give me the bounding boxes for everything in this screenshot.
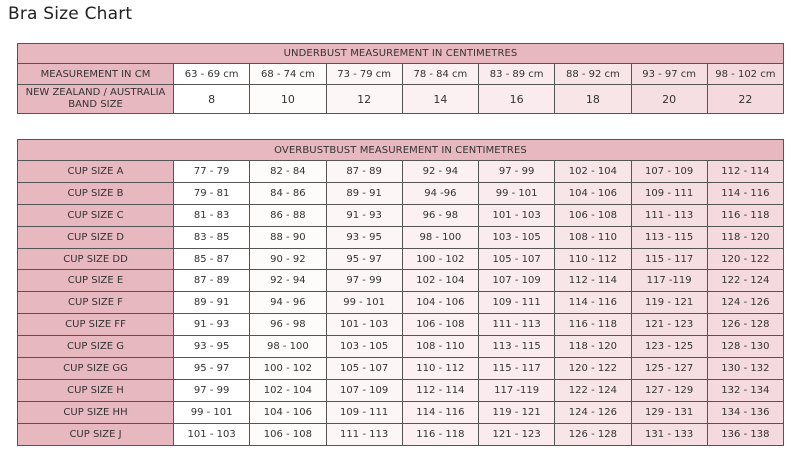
- band-size-row: [18, 85, 784, 114]
- overbust-cell: 106 - 108: [555, 204, 631, 226]
- overbust-cell: 120 - 122: [555, 358, 631, 380]
- overbust-cell: 100 - 102: [250, 358, 326, 380]
- cup-size-label: CUP SIZE C: [18, 204, 174, 226]
- measurement-cell: 98 - 102 cm: [707, 64, 783, 85]
- overbust-cell: 106 - 108: [402, 314, 478, 336]
- overbust-cell: 104 - 106: [555, 182, 631, 204]
- overbust-cell: 130 - 132: [707, 358, 783, 380]
- overbust-cell: 112 - 114: [555, 270, 631, 292]
- overbust-cell: 91 - 93: [326, 204, 402, 226]
- overbust-cell: 129 - 131: [631, 401, 707, 423]
- overbust-cell: 126 - 128: [707, 314, 783, 336]
- overbust-cell: 82 - 84: [250, 161, 326, 183]
- overbust-cell: 109 - 111: [326, 401, 402, 423]
- overbust-cell: 103 - 105: [326, 336, 402, 358]
- cup-size-row: [18, 423, 784, 445]
- overbust-cell: 118 - 120: [707, 226, 783, 248]
- overbust-cell: 105 - 107: [479, 248, 555, 270]
- overbust-cell: 114 - 116: [707, 182, 783, 204]
- band-size-cell: 14: [402, 85, 478, 114]
- cup-size-row: [18, 336, 784, 358]
- overbust-cell: 92 - 94: [402, 161, 478, 183]
- overbust-cell: 111 - 113: [631, 204, 707, 226]
- overbust-cell: 103 - 105: [479, 226, 555, 248]
- cup-size-row: [18, 314, 784, 336]
- cup-size-label: CUP SIZE J: [18, 423, 174, 445]
- overbust-cell: 93 - 95: [174, 336, 250, 358]
- overbust-cell: 113 - 115: [479, 336, 555, 358]
- band-size-cell: 12: [326, 85, 402, 114]
- overbust-cell: 116 - 118: [707, 204, 783, 226]
- cup-size-label: CUP SIZE B: [18, 182, 174, 204]
- overbust-cell: 121 - 123: [631, 314, 707, 336]
- overbust-cell: 108 - 110: [402, 336, 478, 358]
- overbust-cell: 84 - 86: [250, 182, 326, 204]
- overbust-cell: 121 - 123: [479, 423, 555, 445]
- band-size-cell: 22: [707, 85, 783, 114]
- cup-size-label: CUP SIZE DD: [18, 248, 174, 270]
- band-size-cell: 16: [479, 85, 555, 114]
- overbust-cell: 116 - 118: [555, 314, 631, 336]
- overbust-cell: 101 - 103: [479, 204, 555, 226]
- overbust-cell: 132 - 134: [707, 379, 783, 401]
- overbust-cell: 98 - 100: [250, 336, 326, 358]
- overbust-cell: 122 - 124: [707, 270, 783, 292]
- overbust-cell: 111 - 113: [479, 314, 555, 336]
- cup-size-label: CUP SIZE H: [18, 379, 174, 401]
- measurement-cell: 78 - 84 cm: [402, 64, 478, 85]
- cup-size-row: [18, 358, 784, 380]
- overbust-cell: 91 - 93: [174, 314, 250, 336]
- overbust-cell: 79 - 81: [174, 182, 250, 204]
- cup-size-row: [18, 161, 784, 183]
- overbust-cell: 109 - 111: [631, 182, 707, 204]
- overbust-cell: 89 - 91: [174, 292, 250, 314]
- overbust-cell: 111 - 113: [326, 423, 402, 445]
- overbust-cell: 112 - 114: [707, 161, 783, 183]
- overbust-cell: 101 - 103: [326, 314, 402, 336]
- band-size-cell: 8: [174, 85, 250, 114]
- overbust-cell: 102 - 104: [250, 379, 326, 401]
- overbust-cell: 104 - 106: [250, 401, 326, 423]
- overbust-cell: 87 - 89: [326, 161, 402, 183]
- overbust-cell: 115 - 117: [479, 358, 555, 380]
- overbust-cell: 105 - 107: [326, 358, 402, 380]
- overbust-table: [17, 139, 784, 446]
- overbust-cell: 127 - 129: [631, 379, 707, 401]
- overbust-cell: 110 - 112: [402, 358, 478, 380]
- overbust-cell: 107 - 109: [479, 270, 555, 292]
- overbust-cell: 88 - 90: [250, 226, 326, 248]
- cup-size-row: [18, 248, 784, 270]
- overbust-cell: 128 - 130: [707, 336, 783, 358]
- overbust-cell: 104 - 106: [402, 292, 478, 314]
- overbust-cell: 97 - 99: [174, 379, 250, 401]
- cup-size-row: [18, 270, 784, 292]
- band-size-cell: 20: [631, 85, 707, 114]
- measurement-cell: 83 - 89 cm: [479, 64, 555, 85]
- overbust-cell: 77 - 79: [174, 161, 250, 183]
- overbust-cell: 92 - 94: [250, 270, 326, 292]
- overbust-cell: 96 - 98: [250, 314, 326, 336]
- overbust-cell: 108 - 110: [555, 226, 631, 248]
- overbust-cell: 107 - 109: [631, 161, 707, 183]
- overbust-cell: 81 - 83: [174, 204, 250, 226]
- overbust-cell: 113 - 115: [631, 226, 707, 248]
- overbust-cell: 94 -96: [402, 182, 478, 204]
- overbust-cell: 102 - 104: [555, 161, 631, 183]
- overbust-cell: 93 - 95: [326, 226, 402, 248]
- overbust-cell: 125 - 127: [631, 358, 707, 380]
- overbust-cell: 122 - 124: [555, 379, 631, 401]
- overbust-cell: 118 - 120: [555, 336, 631, 358]
- overbust-cell: 134 - 136: [707, 401, 783, 423]
- cup-size-label: CUP SIZE FF: [18, 314, 174, 336]
- underbust-heading: UNDERBUST MEASUREMENT IN CENTIMETRES: [18, 44, 784, 64]
- overbust-cell: 89 - 91: [326, 182, 402, 204]
- cup-size-label: CUP SIZE G: [18, 336, 174, 358]
- overbust-cell: 110 - 112: [555, 248, 631, 270]
- overbust-cell: 124 - 126: [707, 292, 783, 314]
- measurement-cell: 68 - 74 cm: [250, 64, 326, 85]
- band-size-label: NEW ZEALAND / AUSTRALIA BAND SIZE: [18, 85, 174, 114]
- overbust-cell: 86 - 88: [250, 204, 326, 226]
- cup-size-row: [18, 226, 784, 248]
- overbust-cell: 117 -119: [479, 379, 555, 401]
- overbust-cell: 107 - 109: [326, 379, 402, 401]
- overbust-cell: 112 - 114: [402, 379, 478, 401]
- overbust-cell: 106 - 108: [250, 423, 326, 445]
- cup-size-label: CUP SIZE E: [18, 270, 174, 292]
- overbust-cell: 117 -119: [631, 270, 707, 292]
- overbust-heading: OVERBUSTBUST MEASUREMENT IN CENTIMETRES: [18, 140, 784, 161]
- band-size-cell: 10: [250, 85, 326, 114]
- overbust-cell: 99 - 101: [479, 182, 555, 204]
- overbust-cell: 94 - 96: [250, 292, 326, 314]
- overbust-cell: 136 - 138: [707, 423, 783, 445]
- overbust-cell: 116 - 118: [402, 423, 478, 445]
- overbust-cell: 85 - 87: [174, 248, 250, 270]
- cup-size-row: [18, 292, 784, 314]
- page-title: Bra Size Chart: [8, 4, 133, 24]
- cup-size-label: CUP SIZE A: [18, 161, 174, 183]
- cup-size-label: CUP SIZE GG: [18, 358, 174, 380]
- overbust-cell: 120 - 122: [707, 248, 783, 270]
- overbust-cell: 83 - 85: [174, 226, 250, 248]
- overbust-cell: 98 - 100: [402, 226, 478, 248]
- underbust-table: [17, 43, 784, 114]
- overbust-cell: 119 - 121: [479, 401, 555, 423]
- overbust-cell: 87 - 89: [174, 270, 250, 292]
- cup-size-row: [18, 379, 784, 401]
- overbust-cell: 123 - 125: [631, 336, 707, 358]
- overbust-cell: 101 - 103: [174, 423, 250, 445]
- measurement-cell: 93 - 97 cm: [631, 64, 707, 85]
- measurement-cell: 88 - 92 cm: [555, 64, 631, 85]
- measurement-cell: 73 - 79 cm: [326, 64, 402, 85]
- cup-size-row: [18, 204, 784, 226]
- overbust-cell: 114 - 116: [555, 292, 631, 314]
- cup-size-row: [18, 182, 784, 204]
- overbust-cell: 119 - 121: [631, 292, 707, 314]
- underbust-heading-row: [18, 44, 784, 64]
- overbust-cell: 102 - 104: [402, 270, 478, 292]
- overbust-cell: 95 - 97: [326, 248, 402, 270]
- overbust-cell: 126 - 128: [555, 423, 631, 445]
- overbust-heading-row: [18, 140, 784, 161]
- band-size-cell: 18: [555, 85, 631, 114]
- overbust-cell: 109 - 111: [479, 292, 555, 314]
- overbust-cell: 96 - 98: [402, 204, 478, 226]
- measurement-cell: 63 - 69 cm: [174, 64, 250, 85]
- overbust-cell: 90 - 92: [250, 248, 326, 270]
- overbust-cell: 115 - 117: [631, 248, 707, 270]
- overbust-cell: 100 - 102: [402, 248, 478, 270]
- overbust-cell: 95 - 97: [174, 358, 250, 380]
- cup-size-label: CUP SIZE HH: [18, 401, 174, 423]
- measurement-row: [18, 64, 784, 85]
- overbust-cell: 99 - 101: [326, 292, 402, 314]
- cup-size-label: CUP SIZE D: [18, 226, 174, 248]
- overbust-cell: 99 - 101: [174, 401, 250, 423]
- overbust-cell: 97 - 99: [326, 270, 402, 292]
- overbust-cell: 114 - 116: [402, 401, 478, 423]
- measurement-label: MEASUREMENT IN CM: [18, 64, 174, 85]
- cup-size-row: [18, 401, 784, 423]
- overbust-cell: 97 - 99: [479, 161, 555, 183]
- cup-size-label: CUP SIZE F: [18, 292, 174, 314]
- overbust-cell: 124 - 126: [555, 401, 631, 423]
- overbust-cell: 131 - 133: [631, 423, 707, 445]
